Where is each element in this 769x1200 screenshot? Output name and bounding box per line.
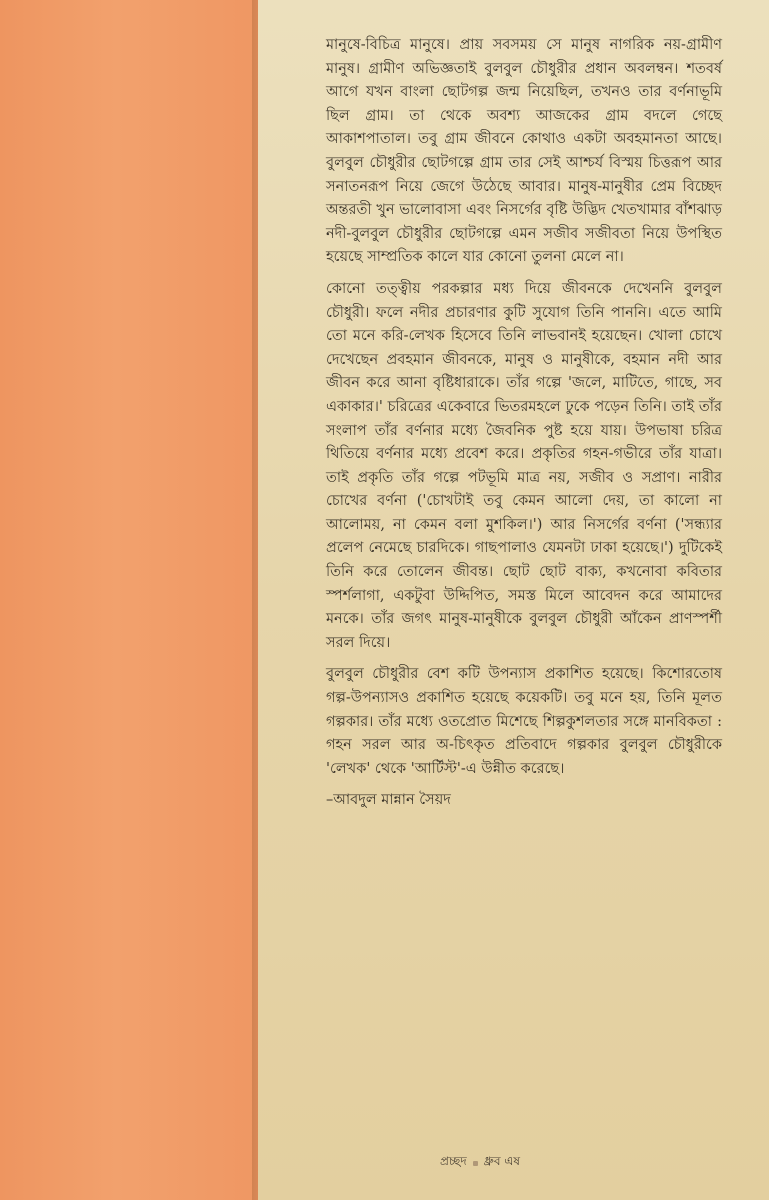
paragraph-3: বুলবুল চৌধুরীর বেশ কটি উপন্যাস প্রকাশিত হয়েছে। কিশোরতোষ গল্প-উপন্যাসও প্রকাশিত হয়েছে কয়েকটি। তবু মনে হয়, তিনি মূলত গল্পকার। তাঁর মধ্যে ওতপ্রোত মিশেছে শিল্পকুশলতার সঙ্গে মানবিকতা : গহন সরল আর অ-চিৎকৃত প্রতিবাদে গল্পকার বুলবুল চৌধুরীকে 'লেখক' থেকে 'আর্টিস্ট'-এ উন্নীত করেছে। bbox=[326, 666, 722, 777]
paragraph-1: মানুষে-বিচিত্র মানুষে। প্রায় সবসময় সে মানুষ নাগরিক নয়-গ্রামীণ মানুষ। গ্রামীণ অভিজ্ঞতাই বুলবুল চৌধুরীর প্রধান অবলম্বন। শতবর্ষ আগে যখন বাংলা ছোটগল্প জন্ম নিয়েছিল, তখনও তার বর্ণনাভূমি ছিল গ্রাম। তা থেকে অবশ্য আজকের গ্রাম বদলে গেছে আকাশপাতাল। তবু গ্রাম জীবনে কোথাও একটা অবহমানতা আছে। বুলবুল চৌধুরীর ছোটগল্পে গ্রাম তার সেই আশ্চর্য বিস্ময় চিত্তরূপ আর সনাতনরূপ নিয়ে জেগে উঠেছে আবার। মানুষ-মানুষীর প্রেম বিচ্ছেদ অন্তরতী খুন ভালোবাসা এবং নিসর্গের বৃষ্টি উদ্ভিদ খেতখামার বাঁশঝাড় নদী-বুলবুল চৌধুরীর ছোটগল্পে এমন সজীব সজীবতা নিয়ে উপস্থিত হয়েছে সাম্প্রতিক কালে যার কোনো তুলনা মেলে না। bbox=[326, 37, 722, 266]
back-cover-text bbox=[326, 34, 722, 813]
cover-credit bbox=[440, 1153, 640, 1173]
author-signature: –আবদুল মান্নান সৈয়দ bbox=[326, 792, 451, 809]
credit-name: ধ্রুব এষ bbox=[483, 1154, 521, 1168]
credit-label: প্রচ্ছদ bbox=[440, 1154, 467, 1168]
left-cover-panel bbox=[0, 0, 258, 1200]
separator-dot bbox=[473, 1161, 478, 1166]
paragraph-2: কোনো তত্ত্বীয় পরকল্পার মধ্য দিয়ে জীবনকে দেখেননি বুলবুল চৌধুরী। ফলে নদীর প্রচারণার কুটি সুযোগ তিনি পাননি। এতে আমি তো মনে করি-লেখক হিসেবে তিনি লাভবানই হয়েছেন। খোলা চোখে দেখেছেন প্রবহমান জীবনকে, মানুষ ও মানুষীকে, বহমান নদী আর জীবন করে আনা বৃষ্টিধারাকে। তাঁর গল্পে 'জলে, মাটিতে, গাছে, সব একাকার।' চরিত্রের একেবারে ভিতরমহলে ঢুকে পড়েন তিনি। তাই তাঁর সংলাপ তাঁর বর্ণনার মধ্যে জৈবনিক পুষ্ট হয়ে যায়। উপভাষা চরিত্র থিতিয়ে বর্ণনার মধ্যে প্রবেশ করে। প্রকৃতির গহন-গভীরে তাঁর যাত্রা। তাই প্রকৃতি তাঁর গল্পে পটভূমি মাত্র নয়, সজীব ও সপ্রাণ। নারীর চোখের বর্ণনা ('চোখটাই তবু কেমন আলো দেয়, তা কালো না আলোময়, না কেমন বলা মুশকিল।') আর নিসর্গের বর্ণনা ('সন্ধ্যার প্রলেপ নেমেছে চারদিকে। গাছপালাও যেমনটা ঢাকা হয়েছে।') দুটিকেই তিনি করে তোলেন জীবন্ত। ছোট ছোট বাক্য, কখনোবা কবিতার স্পর্শলাগা, একটুবা উদ্দিপিত, সমস্ত মিলে আবেদন করে আমাদের মনকে। তাঁর জগৎ মানুষ-মানুষীকে বুলবুল চৌধুরী আঁকেন প্রাণস্পর্শী সরল দিয়ে। bbox=[326, 280, 722, 651]
